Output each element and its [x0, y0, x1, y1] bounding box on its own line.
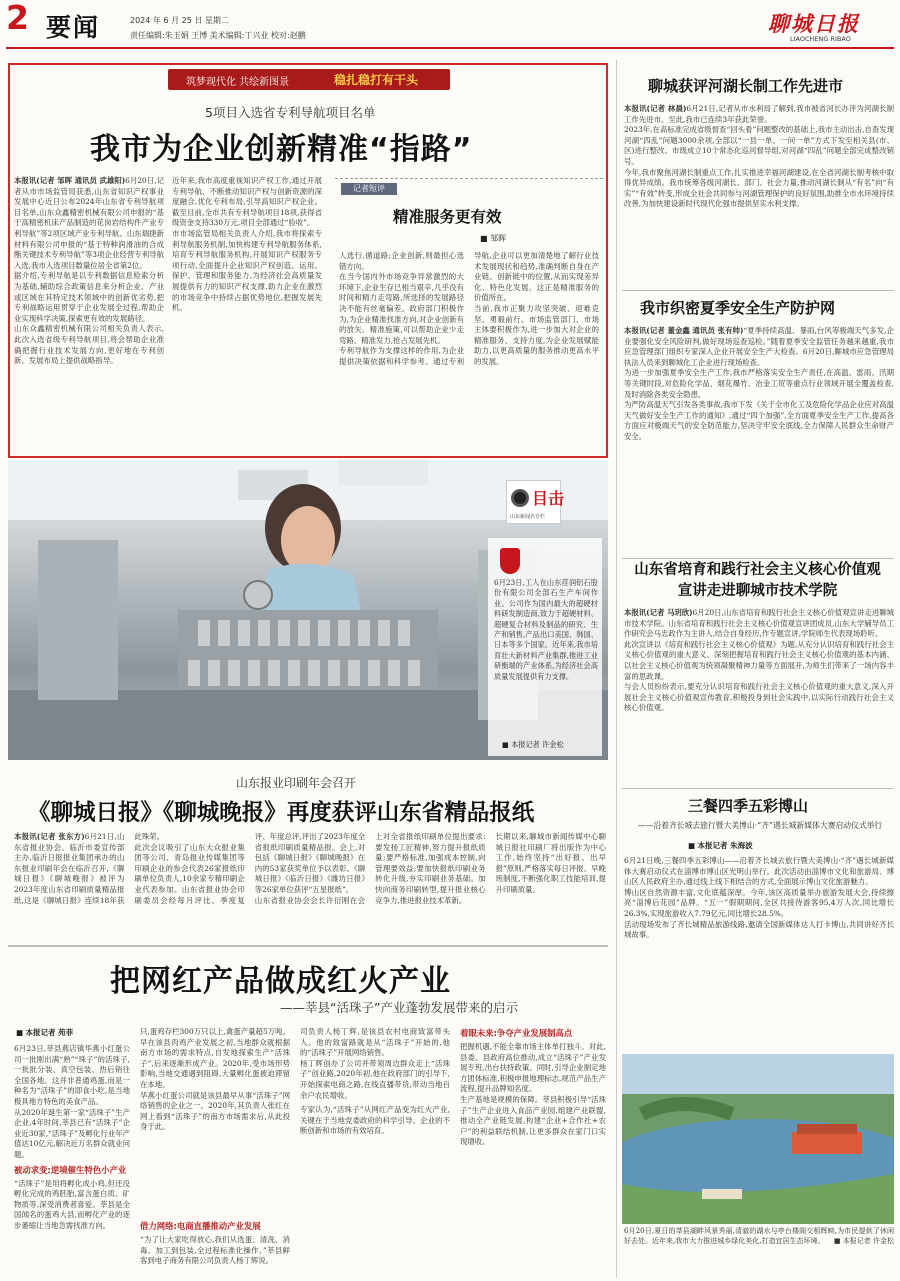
- lead-kicker: 5项目入选省专利导航项目名单: [205, 105, 376, 120]
- park-credit-text: 本报记者 许金松: [842, 1237, 894, 1245]
- section-title: 要闻: [46, 13, 101, 42]
- right2-text: “夏季持续高温、暴雨,台风等极端天气多发,企业要强化安全风险研判,做好现场巡查巡检。”随着夏季安全监管任务越来越重,我市应急管理部门组织专家深入企业开展安全生产大检查。6月20日,聊城市应急管理局执法人员来到聊城化工企业进行现场检查。 为进一步加强夏季安全生产工作,我市严格落实安全生产责任,在高温、雷雨、汛期等关键时段,对危险化学品、烟花爆竹、冶金工贸等重点行业领域开展全覆盖检查,及时消除各类安全隐患。 为严防高温天气引发各类事故,我市下发《关于全市化工及危险化学品企业应对高温天气做好安全生产工作的通知》,通过“四个加强”,全方面夏季安全生产工作,提高各方面应对极端天气的安全防范能力,坚决守牢安全底线,全力保障人民群众生命财产安全。: [624, 326, 894, 441]
- article3-col1: [14, 1044, 130, 1278]
- comment-body: 人选行,循道路;企业创新,则最担心选错方向。 在当今国内外市场竞争异常激烈的大环境下,企业生存已相当艰辛,几乎没有时间和精力走弯路,所选择的发展路径决不能有丝毫偏差。政府部门积极作为,为企业精准找准方向,对企业创新有的放矢、精准施策,可以帮助企业少走弯路、精准发力,抢占发展先机。 专利导航作为支撑这样的作用,为企业提供决策依据和科学参考。通过专利导航,企业可以更加清楚地了解行业技术发展现状和趋势,准确判断自身在产业链、创新链中的位置,从而实现差异化、特色化发展。这正是精准服务的价值所在。 当前,我市正聚力攻坚突破、迎难克坚、勇毅前行。市场监管部门、市场主体要积极作为,进一步加大对企业的精准服务、支持力度,为企业发展赋能助力,以更高质量的服务推动更高水平的发展。: [339, 251, 599, 366]
- article2-headline: 《聊城日报》《聊城晚报》再度获评山东省精品报纸: [28, 800, 535, 826]
- camera-icon: [511, 489, 529, 507]
- right1-byline: 本报讯(记者 林晨): [624, 104, 687, 113]
- photo-credit: ■ 本报记者 许金松: [502, 740, 564, 749]
- right4-headline: 三餐四季五彩博山: [688, 797, 809, 815]
- right2-headline: 我市织密夏季安全生产防护网: [640, 299, 836, 317]
- right3-text: 6月20日,山东省培育和践行社会主义核心价值观宣讲走进聊城市技术学院。山东省培育和践行社会主义核心价值观宣讲团成员,山东大学辅导员工作研究会马忠政作为主讲人,结合自身经历,作专题宣讲,学院师生代表现场聆听。 此次宣讲以《培育和践行社会主义核心价值观》为题,从充分认识培育和践行社会主义核心价值观的重大意义、深刻把握培育和践行社会主义核心价值观的基本内涵、以社会主义核心价值观为统领凝聚精神力量等方面展开,为师生们带来了一场内容丰富的思政课。 与会人员纷纷表示,要充分认识培育和践行社会主义核心价值观的重大意义,深入开展社会主义核心价值观宣传教育,积极投身到社会实践中,以实际行动践行社会主义核心价值观。: [624, 608, 894, 713]
- article3-col4b-text: 把握机遇,不能全靠市场主体单打独斗。对此,县委、县政府高位推动,成立“活珠子”产业发展专班,出台扶持政策。同时,引导企业制定地方团体标准,积极申报地理标志,规范产品生产流程,提升品牌知名度。 生产基地是规模的保障。莘县积极引导“活珠子”生产企业进入食品产业园,组建产业联盟,推动全产业链发展,构建“企业+合作社+农户”的利益联结机制,让更多群众在家门口实现增收。: [460, 1042, 606, 1147]
- comment-tag: 记者短评: [341, 183, 397, 195]
- header-rule: [6, 47, 894, 49]
- right3-rule: [622, 788, 894, 789]
- right4-body: 6月21日晚,三餐四季五彩博山——沿着齐长城去旅行暨大美博山·“齐”遇长城新媒体大赛启动仪式在淄博市博山区光明山举行。此次活动由淄博市文化和旅游局、博山区人民政府主办,通过线上线下相结合的方式,全面展示博山文化旅游魅力。 博山区自然资源丰富,文化底蕴深厚。今年,该区高质量举办旅游发展大会,持续擦亮“淄博后花园”品牌。“五一”假期期间,全区共接待游客95.4万人次,同比增长26.3%,实现旅游收入7.79亿元,同比增长28.5%。 活动现场发布了齐长城精品旅游线路,邀请全国新媒体达人打卡博山,共同讲好齐长城故事。: [624, 856, 894, 940]
- right1-text: 6月21日,记者从市水利局了解到,我市被省河长办评为河湖长制工作先进市。至此,我市已连续3年获此荣誉。 2023年,在高标准完成省级督查“回头看”问题整改的基础上,我市主动出击,自查发现河湖“四乱”问题3000余项,全部以“一县一单、一问一单”方式下发至相关县(市、区)进行整改。市级成立10个常态化巡河督导组,对河湖“四乱”问题全部完成整改销号。 今年,我市聚焦河湖长制重点工作,扎实推进幸福河湖建设,在全省河湖长制考核中取得优异成绩。我市统筹各级河湖长、部门、社会力量,推动河湖长制从“有名”向“有实”“有效”转变,形成全社会共同参与河湖管理保护的良好氛围,助推全市水环境持续改善,为加快建设新时代现代化强市提供坚实水利支撑。: [624, 104, 894, 209]
- park-photo: [622, 1054, 894, 1224]
- photo-caption: 6月23日,工人在山东荏润铝石股份有限公司全部石生产车间作业。公司作为国内最大的超硬材料研发制造商,致力于超硬材料、超硬复合材料及制品的研究、生产和销售,产品出口美国、韩国、日本等多个国家。近年来,我市培育壮大新材料产业集群,推进工业研衡端的产业体系,为经济社会高质量发展提供有力支撑。: [494, 578, 598, 681]
- right1-headline: 聊城获评河湖长制工作先进市: [648, 77, 844, 95]
- article3-col4-text: 专家认为,“活珠子”从网红产品变为红火产业,关键在于当地党委政府的科学引导、企业的不断创新和市场的有效培育。: [300, 1105, 450, 1136]
- comment-author: 邹晖: [490, 234, 507, 243]
- article3-byline-row: ■ 本报记者 苑菲: [16, 1028, 74, 1037]
- right4-subhead: ——沿着齐长城去旅行暨大美博山·“齐”遇长城新媒体大赛启动仪式举行: [637, 821, 883, 830]
- right2-rule: [622, 558, 894, 559]
- photo-credit-text: 本报记者 许金松: [511, 740, 564, 749]
- article3-col4: [460, 1027, 606, 1278]
- header-date: 2024 年 6 月 25 日 星期二: [130, 16, 229, 25]
- right2-byline: 本报讯(记者 董金鑫 通讯员 张有帅): [624, 326, 744, 335]
- stamp-main: 目击: [532, 489, 565, 508]
- right4-byline: 本报记者 朱海波: [697, 841, 753, 850]
- photo-caption-box: [488, 538, 602, 756]
- right3-body: [624, 608, 894, 784]
- article3-headline: 把网红产品做成红火产业: [110, 964, 451, 999]
- stamp-sub: 山东新闻名专栏: [510, 514, 546, 520]
- masthead: 聊城日报: [768, 11, 860, 36]
- article2-body: [14, 832, 606, 932]
- photo-stamp: [506, 480, 565, 524]
- article2-rule: [8, 945, 608, 947]
- page-number: 2: [6, 0, 29, 37]
- article3-section2: 借力网络:电商直播推动产业发展: [140, 1221, 261, 1231]
- header-editors: 责任编辑:朱玉娟 王博 美术编辑:丁兴业 校对:赵鹏: [130, 31, 306, 40]
- masthead-en: LIAOCHENG RIBAO: [790, 35, 851, 43]
- lead-col1-text: 6月20日,记者从市市场监管局获悉,山东省知识产权事业发展中心近日公布2024年山东省专利导航项目名单,山东众鑫精密机械有限公司申报的“基于高精密机床产品制造的花岗岩结构件产业专利导航”等2项区域产业专利导航、山东瑞捷新材料有限公司申报的“基于特种润滑油的合成酯关键技术专利导航”等3项企业经营专利导航入选,我市入选项目数量位居全省第2位。 据介绍,专利导航是以专利数据信息检索分析为基础,辅助综合政策信息来分析企业、产业或区域在其特定技术领域中的创新优劣势,把专利战略运用贯穿于企业发展全过程,帮助企业实现科学决策,探索更有效的发展路径。 山东众鑫精密机械有限公司相关负责人表示,此次入选省级专利导航项目,将会帮助企业准确把握行业技术发展方向,更好地在专利创新、发展布局上提供战略指导。: [14, 176, 164, 366]
- article3-byline: 本报记者 苑菲: [25, 1028, 74, 1037]
- article3-col2-text: 只,蛋鸡存栏300万只以上,禽蛋产量超5万吨。早在该县肉鸡产业发展之初,当地群众就根据南方市场的需求特点,自发地探索生产“活珠子”,后来逐渐形成产业。2020年,受市场形势影响,当地交通遇到阻碍,大量孵化蛋被迫滞留在本地。 华燕小红蛋公司就是该县最早从事“活珠子”网络销售的企业之一。2020年,其负责人张红在网上看到“活珠子”的南方市场需求后,从此投身于此。: [140, 1027, 290, 1132]
- article3-col1-text: 6月23日,莘县燕店镇华燕小红蛋公司一批刚出满“熟”“珠子”的活珠子,一批批分装、真空包装、热后销往全国各地。这并非普通鸡蛋,而是一种名为“活珠子”的即食小吃,是当地极具地方特色的美食产品。 从2020年诞生第一家“活珠子”生产企业,4年时间,莘县已有“活珠子”企业近30家,“活珠子”及孵化行业年产值达10亿元,解决近万名群众就业问题。: [14, 1044, 130, 1159]
- article3-col2b-text: “为了让大家吃得放心,我们从选蛋、清洗、消毒、加工到包装,全过程标准化操作。”莘县鲜客到电子商务有限公司负责人杨丁辉说。: [140, 1235, 290, 1266]
- park-credit: ■ 本报记者 许金松: [833, 1237, 894, 1245]
- shield-icon: [500, 548, 520, 574]
- article3-col3-text: 司负责人杨丁辉,是该县农村电商致富带头人。他的致富路就是从“活珠子”开始的,他的“活珠子”开展网络销售。 杨丁辉创办了公司并带领周边群众走上“活珠子”创业路,2020年初,他在政府部门的引导下,开始探索电商之路,在线直播带货,带动当地百余户农民增收。: [300, 1027, 450, 1100]
- campaign-banner: [168, 69, 450, 90]
- comment-title: 精准服务更有效: [393, 208, 502, 226]
- right3-byline: 本报讯(记者 马玥欣): [624, 608, 693, 617]
- lead-col2: 近年来,我市高度重视知识产权工作,通过开展专利导航、不断推动知识产权与创新资源的深度融合,优化专利布局,引导高知识产权企业。截至目前,全市共有专利导航项目18项,获得省级资金支持330万元,项目全部通过“验收”。 市市场监管局相关负责人介绍,我市将探索专利导航服务机制,加快构建专利导航服务体系,培育专利导航服务机构,开展知识产权服务专项行动,全面提升企业知识产权创造、运用、保护、管理和服务能力,为经济社会高质量发展提供有力的知识产权支撑,助力企业在激烈的市场竞争中持续占据优势地位,把握发展先机。: [172, 176, 322, 313]
- column-divider: [616, 60, 617, 1278]
- article3-section1: 被动求变:逆境催生特色小产业: [14, 1164, 127, 1175]
- right1-rule: [622, 290, 894, 291]
- right4-byline-row: ■ 本报记者 朱海波: [688, 841, 753, 850]
- lead-headline: 我市为企业创新精准“指路”: [90, 132, 473, 167]
- article2-text: 6月21日,山东省报业协会、临沂市委宣传部主办,临沂日报报业集团承办的山东报业印刷年会在临沂召开,《聊城日报》《聊城晚报》被评为2023年度山东省印刷质量精品报纸,这是《聊城日报》连续18年获此殊荣。 此次会议吸引了山东大众报业集团等公司、青岛报业传媒集团等印刷企业的参会代表26家报纸印刷单位负责人,10余家专精印刷企业代表参加。山东省报业协会印刷委员会经每月评比、季度复评、年度总评,评出了2023年度全省报纸印刷质量精品报。会上,对包括《聊城日报》《聊城晚报》在内的53家获奖单位予以表彰。《聊城日报》《临沂日报》《潍坊日报》等26家单位获评“五星报纸”。 山东省报业协会会长许衍刚在会上对全省报纸印刷单位提出要求:要发扬工匠精神,努力提升报纸质量;要严格标准,加强成本控制,向管理要效益;要加快报纸印刷业务转化升级,夯实印刷业务基础。加快向商务印刷转型,提升报业核心竞争力,推进报业技术革新。 长期以来,聊城市新闻传媒中心聊城日报社印刷厂将出版作为中心工作,始终坚持“出好报、出早报”原则,严格落实每日评报、早晚班制度,不断强化职工技能培训,提升印刷质量。: [14, 832, 606, 905]
- article3-col3: [300, 1027, 450, 1278]
- article2-byline: 本报讯(记者 张东方): [14, 832, 85, 841]
- right1-body: [624, 104, 894, 287]
- article3-col1b-text: “活珠子”是用将孵化成小鸡,但还没孵化完成的鸡胚胎,富含蛋白质、矿物质等,深受消费者喜爱。莘县是全国闻名的蛋鸡大县,而孵化产业的逐步萎缩让当地急需找准方向。: [14, 1178, 130, 1230]
- right3-headline: 山东省培育和践行社会主义核心价值观宣讲走进聊城市技术学院: [634, 562, 881, 599]
- article3-section3: 着眼未来:争夺产业发展制高点: [460, 1028, 573, 1038]
- park-illustration: [622, 1054, 894, 1224]
- park-photo-caption: [624, 1226, 894, 1278]
- article3-col2: [140, 1027, 290, 1278]
- article3-subhead: ——莘县“活珠子”产业蓬勃发展带来的启示: [280, 1000, 518, 1015]
- park-caption-text: 6月20日,夏日的莘县湖畔风景秀丽,清澈的湖水与亭台楼阁交相辉映,为市民提供了休闲好去处。近年来,我市大力推进城乡绿化美化,打造宜居生态环境。: [624, 1227, 894, 1245]
- comment-author-row: ■ 邹晖: [480, 234, 507, 243]
- lead-col1: [14, 176, 164, 408]
- banner-right: 稳扎稳打有干头: [334, 73, 419, 87]
- right2-body: [624, 326, 894, 554]
- article2-kicker: 山东报业印刷年会召开: [236, 776, 357, 790]
- lead-byline: 本报讯(记者 邹晖 通讯员 武雄阳): [14, 176, 126, 185]
- banner-left: 筑梦现代化 共绘新图景: [186, 77, 290, 88]
- comment-box: [335, 178, 603, 450]
